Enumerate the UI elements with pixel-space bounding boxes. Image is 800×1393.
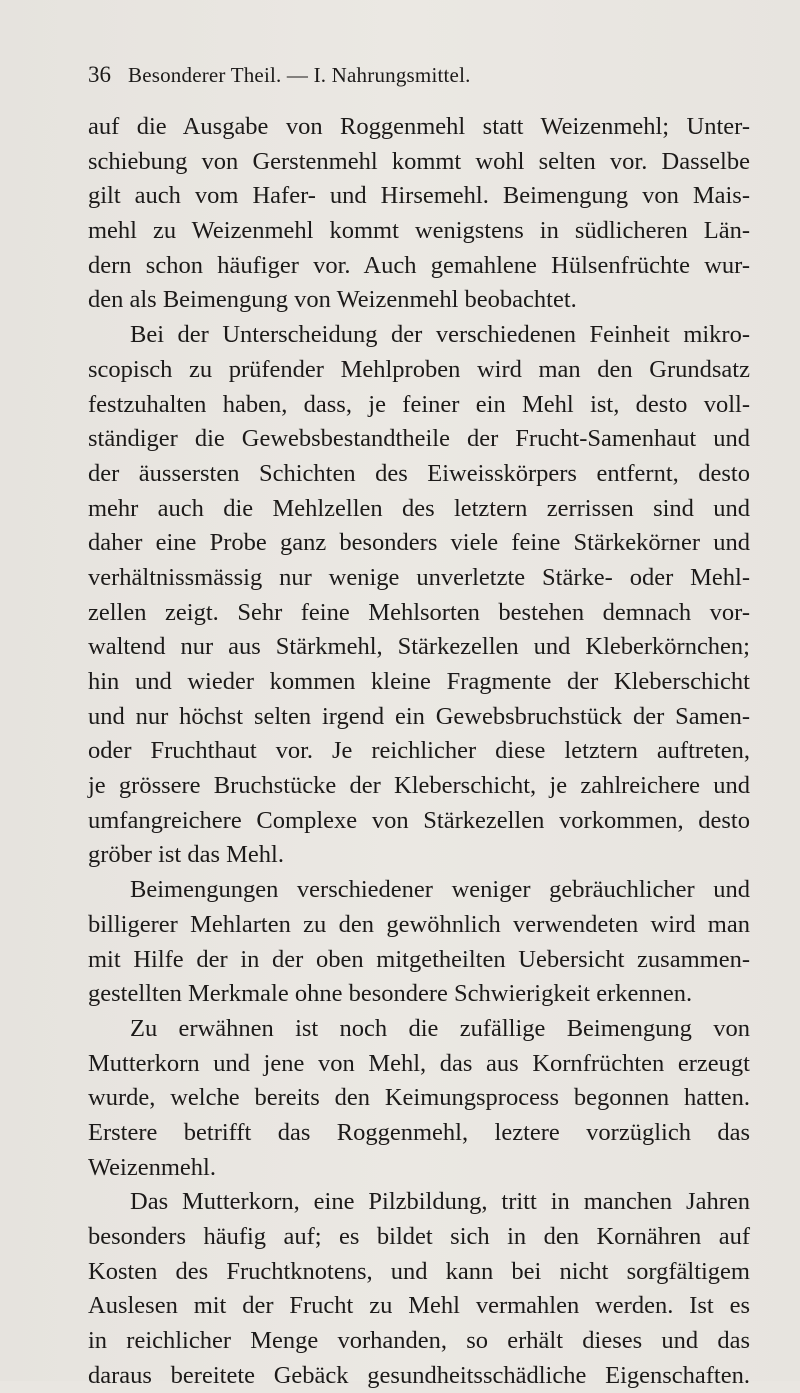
text-line: in reichlicher Menge vorhanden, so erhält dieses und das: [88, 1327, 750, 1355]
text-line: daher eine Probe ganz besonders viele feine Stärkekörner und: [88, 529, 750, 557]
text-line: gröber ist das Mehl.: [88, 841, 284, 869]
text-line: ständiger die Gewebsbestandtheile der Frucht-Samenhaut und: [88, 425, 750, 453]
text-line: festzuhalten haben, dass, je feiner ein Mehl ist, desto voll-: [88, 390, 750, 418]
running-head: Besonderer Theil. — I. Nahrungsmittel.: [128, 63, 471, 87]
text-line: waltend nur aus Stärkmehl, Stärkezellen und Kleberkörnchen;: [88, 633, 750, 661]
text-line: dern schon häufiger vor. Auch gemahlene Hülsenfrüchte wur-: [88, 251, 750, 279]
text-line: Erstere betrifft das Roggenmehl, leztere vorzüglich das: [88, 1118, 750, 1146]
text-line: Zu erwähnen ist noch die zufällige Beimengung von: [130, 1014, 750, 1042]
body-text: [88, 110, 750, 1393]
text-line: zellen zeigt. Sehr feine Mehlsorten bestehen demnach vor-: [88, 598, 750, 626]
text-line: Beimengungen verschiedener weniger gebräuchlicher und: [130, 876, 750, 904]
text-line: gilt auch vom Hafer- und Hirsemehl. Beimengung von Mais-: [88, 182, 750, 210]
text-line: den als Beimengung von Weizenmehl beobachtet.: [88, 286, 577, 314]
text-line: der äussersten Schichten des Eiweisskörpers entfernt, desto: [88, 459, 750, 487]
text-line: mehl zu Weizenmehl kommt wenigstens in südlicheren Län-: [88, 217, 750, 245]
text-line: Kosten des Fruchtknotens, und kann bei nicht sorgfältigem: [88, 1257, 750, 1285]
text-line: Bei der Unterscheidung der verschiedenen Feinheit mikro-: [130, 321, 750, 349]
text-line: scopisch zu prüfender Mehlproben wird man den Grundsatz: [88, 355, 750, 383]
page-header: [88, 62, 748, 92]
text-line: Das Mutterkorn, eine Pilzbildung, tritt in manchen Jahren: [130, 1188, 750, 1216]
text-line: auf die Ausgabe von Roggenmehl statt Weizenmehl; Unter-: [88, 113, 750, 140]
text-line: besonders häufig auf; es bildet sich in den Kornähren auf: [88, 1223, 750, 1250]
text-line: Mutterkorn und jene von Mehl, das aus Kornfrüchten erzeugt: [88, 1049, 750, 1077]
text-line: billigerer Mehlarten zu den gewöhnlich verwendeten wird man: [88, 910, 750, 938]
text-line: Auslesen mit der Frucht zu Mehl vermahlen werden. Ist es: [88, 1292, 750, 1320]
text-line: je grössere Bruchstücke der Kleberschicht, je zahlreichere und: [88, 772, 750, 800]
text-line: mehr auch die Mehlzellen des letztern zerrissen sind und: [88, 494, 750, 522]
page-number: 36: [88, 62, 111, 87]
text-line: oder Fruchthaut vor. Je reichlicher diese letztern auftreten,: [88, 737, 750, 765]
text-line: gestellten Merkmale ohne besondere Schwierigkeit erkennen.: [88, 980, 693, 1008]
text-line: Weizenmehl.: [88, 1153, 216, 1181]
text-line: umfangreichere Complexe von Stärkezellen vorkommen, desto: [88, 806, 750, 834]
text-line: und nur höchst selten irgend ein Gewebsbruchstück der Samen-: [88, 702, 750, 730]
text-line: verhältnissmässig nur wenige unverletzte Stärke- oder Mehl-: [88, 563, 750, 591]
text-line: wurde, welche bereits den Keimungsprocess begonnen hatten.: [88, 1084, 750, 1112]
text-line: mit Hilfe der in der oben mitgetheilten Uebersicht zusammen-: [88, 945, 750, 973]
text-line: schiebung von Gerstenmehl kommt wohl selten vor. Dasselbe: [88, 147, 750, 175]
text-line: daraus bereitete Gebäck gesundheitsschädliche Eigenschaften.: [88, 1361, 750, 1389]
text-line: hin und wieder kommen kleine Fragmente der Kleberschicht: [88, 668, 750, 695]
